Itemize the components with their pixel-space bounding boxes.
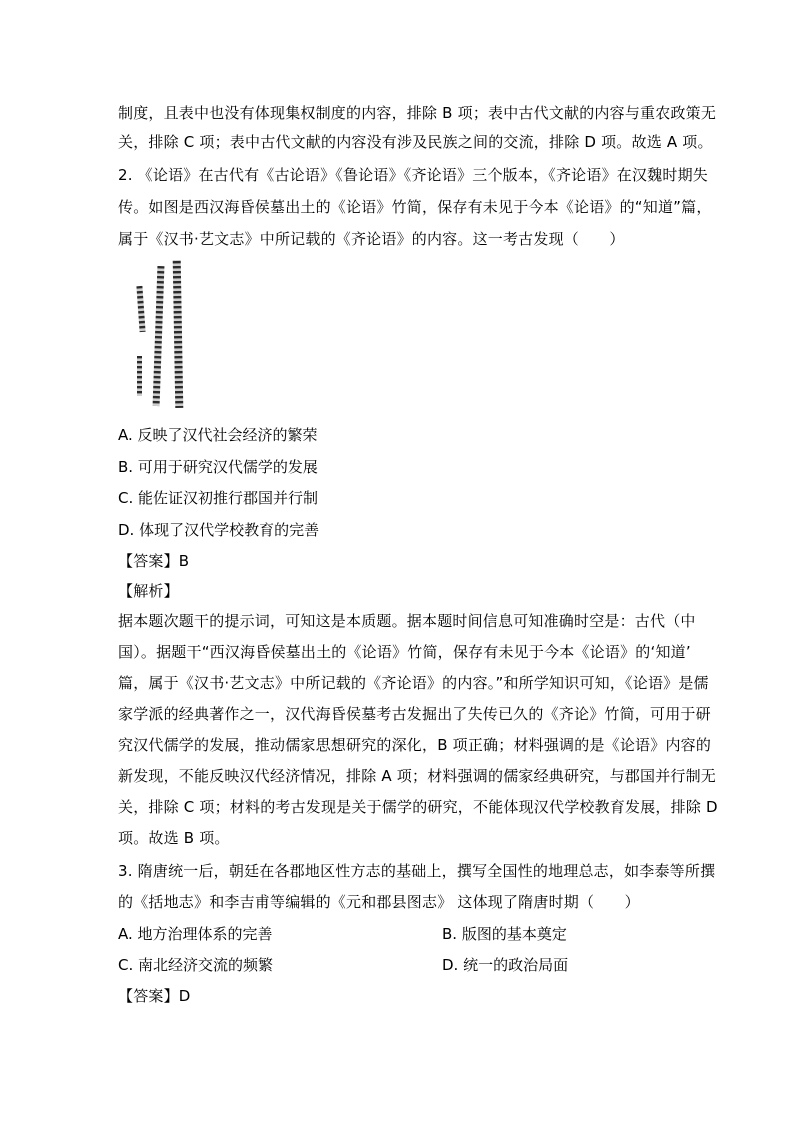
q2-analysis-line-3: 篇，属于《汉书·艺文志》中所记载的《齐论语》的内容。”和所学知识可知，《论语》是儒 — [118, 674, 709, 692]
q2-option-c: C. 能佐证汉初推行郡国并行制 — [118, 489, 319, 507]
q2-stem-line-1: 2. 《论语》在古代有《古论语》《鲁论语》《齐论语》三个版本，《齐论语》在汉魏时期失 — [118, 166, 708, 184]
q2-analysis-line-8: 项。故选 B 项。 — [118, 829, 230, 847]
q2-analysis-line-5: 究汉代儒学的发展，推动儒家思想研究的深化，B 项正确；材料强调的是《论语》内容的 — [118, 736, 712, 754]
q2-answer: 【答案】B — [118, 552, 190, 570]
q3-option-a: A. 地方治理体系的完善 — [118, 925, 273, 943]
bamboo-slips-image — [128, 256, 198, 416]
q2-analysis-line-6: 新发现，不能反映汉代经济情况，排除 A 项；材料强调的儒家经典研究，与郡国并行制无 — [118, 767, 717, 785]
q2-analysis-label: 【解析】 — [118, 582, 179, 600]
q3-option-d: D. 统一的政治局面 — [442, 956, 569, 974]
q3-stem-line-2: 的《括地志》和李吉甫等编辑的《元和郡县图志》 这体现了隋唐时期（ ） — [118, 893, 640, 911]
q2-analysis-line-2: 国）。据题干“西汉海昏侯墓出土的《论语》竹简，保存有未见于今本《论语》的‘知道’ — [118, 643, 691, 661]
q2-option-a: A. 反映了汉代社会经济的繁荣 — [118, 426, 318, 444]
q2-option-b: B. 可用于研究汉代儒学的发展 — [118, 458, 318, 476]
q2-stem-line-3: 属于《汉书·艺文志》中所记载的《齐论语》的内容。这一考古发现（ ） — [118, 230, 625, 248]
q3-stem-line-1: 3. 隋唐统一后，朝廷在各郡地区性方志的基础上，撰写全国性的地理总志，如李泰等所撰 — [118, 862, 716, 880]
q2-option-d: D. 体现了汉代学校教育的完善 — [118, 521, 320, 539]
q2-analysis-line-1: 据本题次题干的提示词，可知这是本质题。据本题时间信息可知准确时空是：古代（中 — [118, 612, 696, 630]
q3-option-b: B. 版图的基本奠定 — [442, 925, 567, 943]
q3-option-c: C. 南北经济交流的频繁 — [118, 956, 274, 974]
intro-line-1: 制度，且表中也没有体现集权制度的内容，排除 B 项；表中古代文献的内容与重农政策无 — [118, 104, 717, 122]
q2-analysis-line-7: 关，排除 C 项；材料的考古发现是关于儒学的研究，不能体现汉代学校教育发展，排除 D — [118, 798, 718, 816]
q2-analysis-line-4: 家学派的经典著作之一，汉代海昏侯墓考古发掘出了失传已久的《齐论》竹简，可用于研 — [118, 705, 711, 723]
q3-answer: 【答案】D — [118, 987, 191, 1005]
intro-line-2: 关，排除 C 项；表中古代文献的内容没有涉及民族之间的交流，排除 D 项。故选 A 项。 — [118, 133, 713, 151]
q2-stem-line-2: 传。如图是西汉海昏侯墓出土的《论语》竹简，保存有未见于今本《论语》的“知道”篇， — [118, 198, 712, 216]
